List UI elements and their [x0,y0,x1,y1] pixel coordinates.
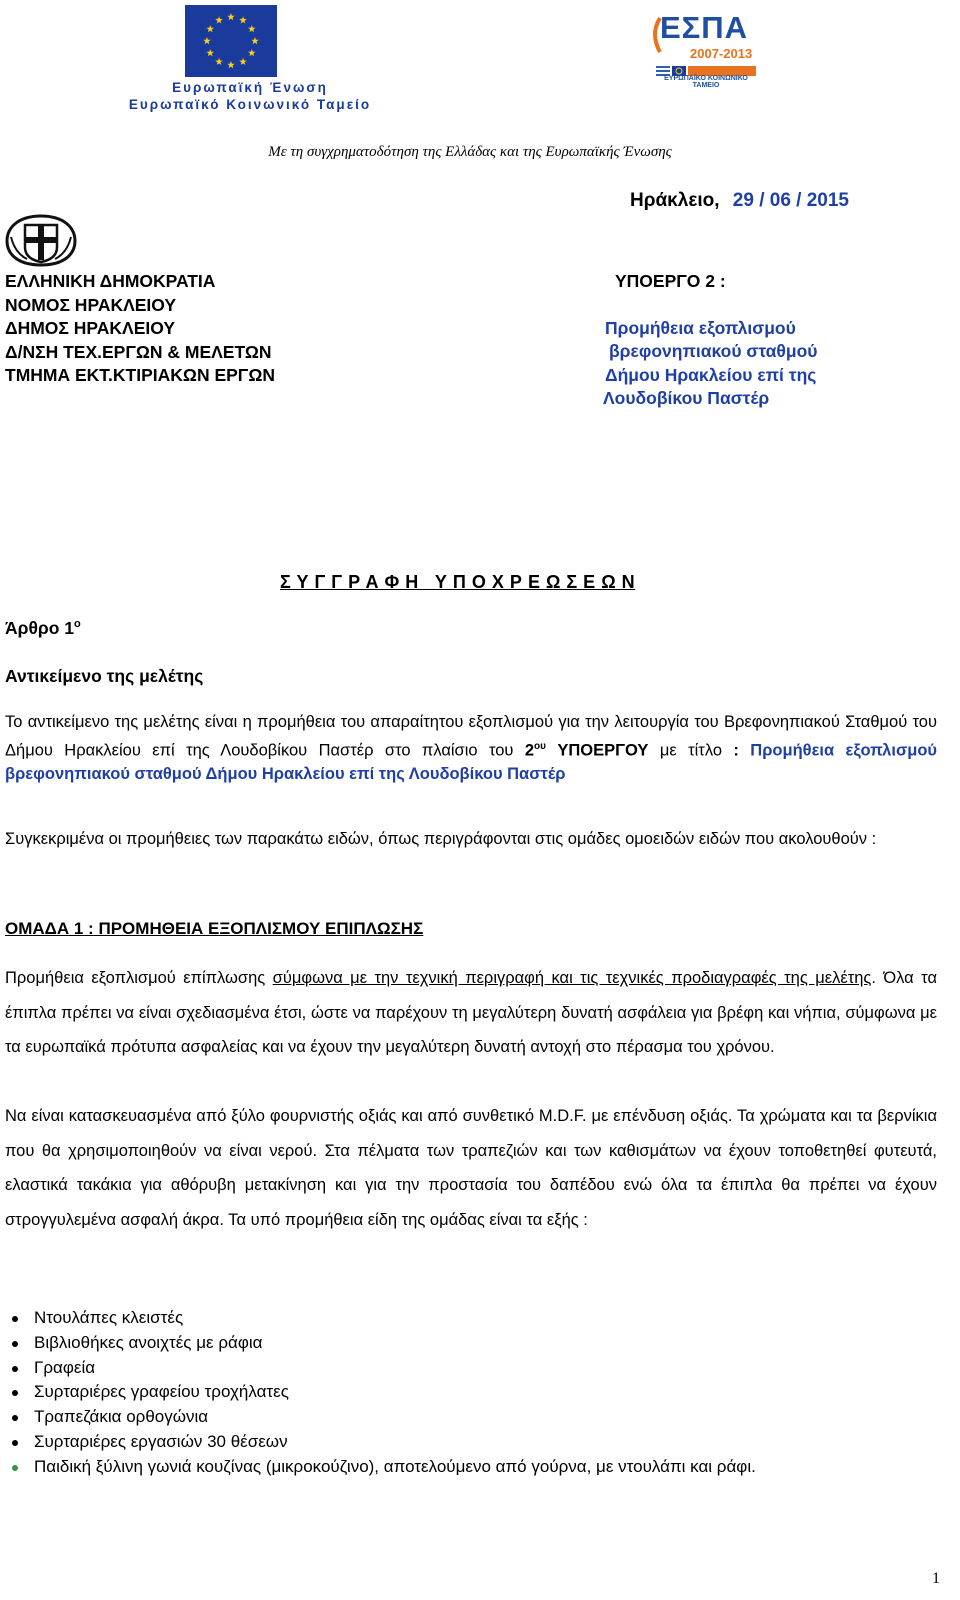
subproject-line: βρεφονηπιακού σταθμού [609,341,818,361]
coat-of-arms-icon [5,213,77,267]
intro-num: 2 [524,741,535,759]
subproject-line: Λουδοβίκου Παστέρ [603,388,770,408]
subject-heading: Αντικείμενο της μελέτης [5,666,204,686]
furniture-underlined: σύμφωνα με την τεχνική περιγραφή και τις τεχνικές προδιαγραφές της μελέτης [272,969,872,987]
intro-mid: με τίτλο [648,741,734,759]
subproject-block [605,270,865,411]
subproject-line: Δήμου Ηρακλείου επί της [605,364,817,385]
list-item: Γραφεία [12,1356,756,1381]
eu-caption-line2: Ευρωπαϊκό Κοινωνικό Ταμείο [128,97,372,112]
authority-line: ΤΜΗΜΑ ΕΚΤ.ΚΤΙΡΙΑΚΩΝ ΕΡΓΩΝ [5,365,275,385]
authority-line: ΔΗΜΟΣ ΗΡΑΚΛΕΙΟΥ [5,318,176,338]
document-title: Σ Υ Γ Γ Ρ Α Φ Η Υ Π Ο Χ Ρ Ε Ω Σ Ε Ω Ν [280,572,636,592]
espa-years: 2007-2013 [690,46,753,61]
paragraph-intro [5,711,937,786]
intro-title: Προμήθεια εξοπλισμού βρεφονηπιακού σταθμού Δήμου Ηρακλείου επί της Λουδοβίκου Παστέρ [5,741,938,783]
espa-flags [656,63,756,73]
article-label: Άρθρο 1 [5,618,75,638]
eu-caption [120,79,380,113]
espa-title: ΕΣΠΑ [660,10,749,45]
article-heading [5,618,81,639]
list-item: Τραπεζάκια ορθογώνια [12,1405,756,1430]
date-value: 29 / 06 / 2015 [732,190,849,211]
intro-sup: ου [534,740,546,752]
espa-swoosh-icon [650,16,664,54]
espa-logo [650,10,762,89]
list-item: Συρταριέρες εργασιών 30 θέσεων [12,1430,756,1455]
list-item: Παιδική ξύλινη γωνιά κουζίνας (μικροκούζινο), αποτελούμενο από γούρνα, με ντουλάπι και ράφι. [12,1455,756,1480]
date-line [630,190,849,212]
subproject-label: ΥΠΟΕΡΓΟ 2 : [615,271,726,291]
group-heading: ΟΜΑΔΑ 1 : ΠΡΟΜΗΘΕΙΑ ΕΞΟΠΛΙΣΜΟΥ ΕΠΙΠΛΩΣΗΣ [5,919,424,938]
espa-tagline: ΕΥΡΩΠΑΪΚΟ ΚΟΙΝΩΝΙΚΟ ΤΑΜΕΙΟ [664,75,748,89]
authority-line: ΝΟΜΟΣ ΗΡΑΚΛΕΙΟΥ [5,294,177,315]
greek-emblem [5,213,77,267]
furniture-rest: . Όλα τα έπιπλα πρέπει να είναι σχεδιασμένα έτσι, ώστε να παρέχουν τη μεγαλύτερη δυνατή ασφάλεια για βρέφη και νήπια, σύμφωνα με τα ευρωπαϊκά πρότυπα ασφαλείας και να έχουν την μεγαλύτερη δυνατή αντοχή στο πέρασμα του χρόνου. [5,969,937,1056]
date-place: Ηράκλειο, [630,190,720,211]
cofinance-text: Με τη συγχρηματοδότηση της Ελλάδας και της Ευρωπαϊκής Ένωσης [268,144,672,160]
eu-logo [185,5,277,77]
page-number: 1 [932,1570,940,1587]
subproject-line: Προμήθεια εξοπλισμού [605,317,796,338]
paragraph-furniture [5,961,937,1065]
paragraph-specifics: Συγκεκριμένα οι προμήθειες των παρακάτω ειδών, όπως περιγράφονται στις ομάδες ομοειδών ειδών που ακολουθούν : [5,830,877,848]
authority-line: ΕΛΛΗΝΙΚΗ ΔΗΜΟΚΡΑΤΙΑ [5,271,216,291]
intro-colon: : [733,741,739,759]
paragraph-materials: Να είναι κατασκευασμένα από ξύλο φουρνιστής οξιάς και από συνθετικό M.D.F. με επένδυση οξιάς. Τα χρώματα και τα βερνίκια που θα χρησιμοποιηθούν να είναι νερού. Στα πέλματα των τραπεζιών και των καθισμάτων να έχουν τοποθετηθεί φυτευτά, ελαστικά τακάκια για αθόρυβη μετακίνηση και για την προστασία του δαπέδου ενώ όλα τα έπιπλα θα πρέπει να έχουν στρογγυλεμένα ασφαλή άκρα. Τα υπό προμήθεια είδη της ομάδας είναι τα εξής : [5,1107,937,1229]
list-item: Βιβλιοθήκες ανοιχτές με ράφια [12,1331,756,1356]
furniture-start: Προμήθεια εξοπλισμού επίπλωσης [5,969,273,987]
eu-caption-line1: Ευρωπαϊκή Ένωση [172,80,328,95]
list-item: Συρταριέρες γραφείου τροχήλατες [12,1380,756,1405]
intro-text: Το αντικείμενο της μελέτης είναι η προμήθεια του απαραίτητου εξοπλισμού για την λειτουργία του Βρεφονηπιακού Σταθμού του Δήμου Ηρακλείου επί της Λουδοβίκου Παστέρ στο πλαίσιο του [5,713,937,759]
intro-bold: ΥΠΟΕΡΓΟΥ [557,741,649,759]
list-item: Ντουλάπες κλειστές [12,1306,756,1331]
article-sup: ο [74,618,81,631]
authority-block [5,270,275,388]
items-list [12,1306,756,1480]
authority-line: Δ/ΝΣΗ ΤΕΧ.ΕΡΓΩΝ & ΜΕΛΕΤΩΝ [5,341,272,362]
eu-flag-icon [185,5,277,77]
